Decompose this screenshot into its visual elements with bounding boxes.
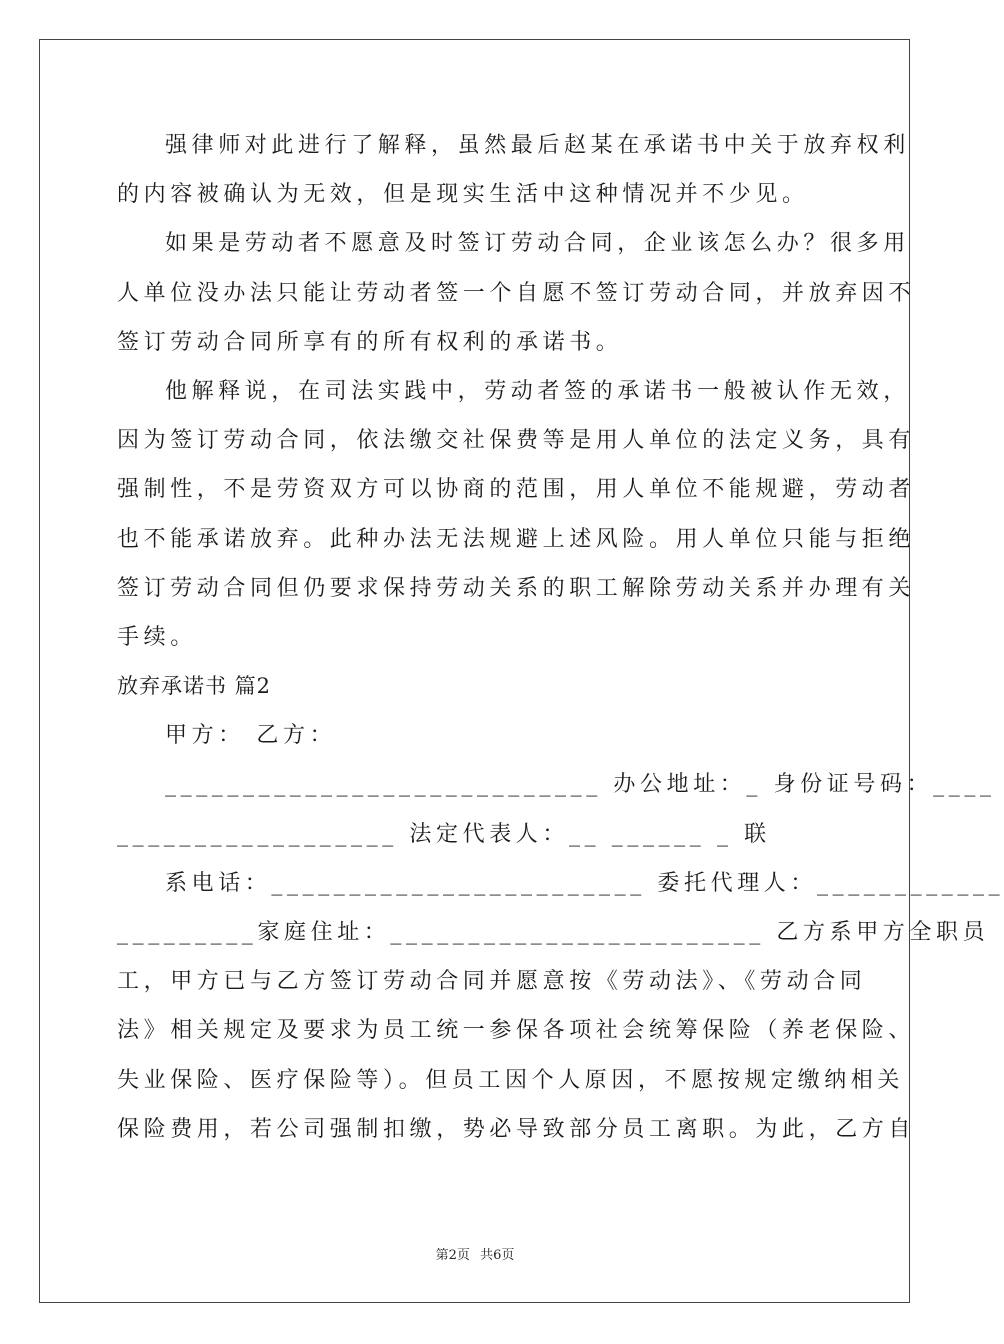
page-number: 第2页 [435, 1248, 470, 1263]
form-line: __________________ 法定代表人：__ ______ _ 联 [117, 821, 771, 847]
paragraph-line: 他解释说，在司法实践中，劳动者签的承诺书一般被认作无效， [165, 378, 910, 404]
paragraph-line: 如果是劳动者不愿意及时签订劳动合同，企业该怎么办？很多用 [165, 231, 910, 257]
paragraph-line: 失业保险、医疗保险等）。但员工因个人原因，不愿按规定缴纳相关 [117, 1067, 905, 1093]
paragraph-line: 强制性，不是劳资双方可以协商的范围，用人单位不能规避，劳动者 [117, 477, 916, 503]
paragraph-line: 手续。 [117, 624, 197, 650]
paragraph-line: 保险费用，若公司强制扣缴，势必导致部分员工离职。为此，乙方自 [117, 1116, 916, 1142]
form-line: 甲方： 乙方： [165, 723, 337, 749]
page-total: 共6页 [480, 1248, 515, 1263]
form-line: ____________________________ 办公地址：_ 身份证号码：____ [165, 772, 996, 798]
paragraph-line: 的内容被确认为无效，但是现实生活中这种情况并不少见。 [117, 182, 809, 208]
section-heading: 放弃承诺书 篇2 [117, 674, 272, 699]
paragraph-line: 也不能承诺放弃。此种办法无法规避上述风险。用人单位只能与拒绝 [117, 526, 916, 552]
paragraph-line: 强律师对此进行了解释，虽然最后赵某在承诺书中关于放弃权利 [165, 133, 910, 158]
paragraph-line: 签订劳动合同所享有的所有权利的承诺书。 [117, 329, 623, 355]
paragraph-line: 人单位没办法只能让劳动者签一个自愿不签订劳动合同，并放弃因不 [117, 280, 916, 306]
paragraph-line: 工，甲方已与乙方签订劳动合同并愿意按《劳动法》、《劳动合同 [117, 969, 867, 995]
form-line: _________家庭住址：________________________ 乙方系甲方全职员 [117, 920, 990, 945]
paragraph-line: 因为签订劳动合同，依法缴交社保费等是用人单位的法定义务，具有 [117, 428, 916, 454]
form-line: 系电话：________________________ 委托代理人：____________ [165, 870, 1004, 896]
paragraph-line: 签订劳动合同但仍要求保持劳动关系的职工解除劳动关系并办理有关 [117, 575, 916, 601]
paragraph-line: 法》相关规定及要求为员工统一参保各项社会统筹保险（养老保险、 [117, 1018, 916, 1044]
document-body [117, 121, 1004, 1154]
page-footer [0, 1244, 950, 1263]
